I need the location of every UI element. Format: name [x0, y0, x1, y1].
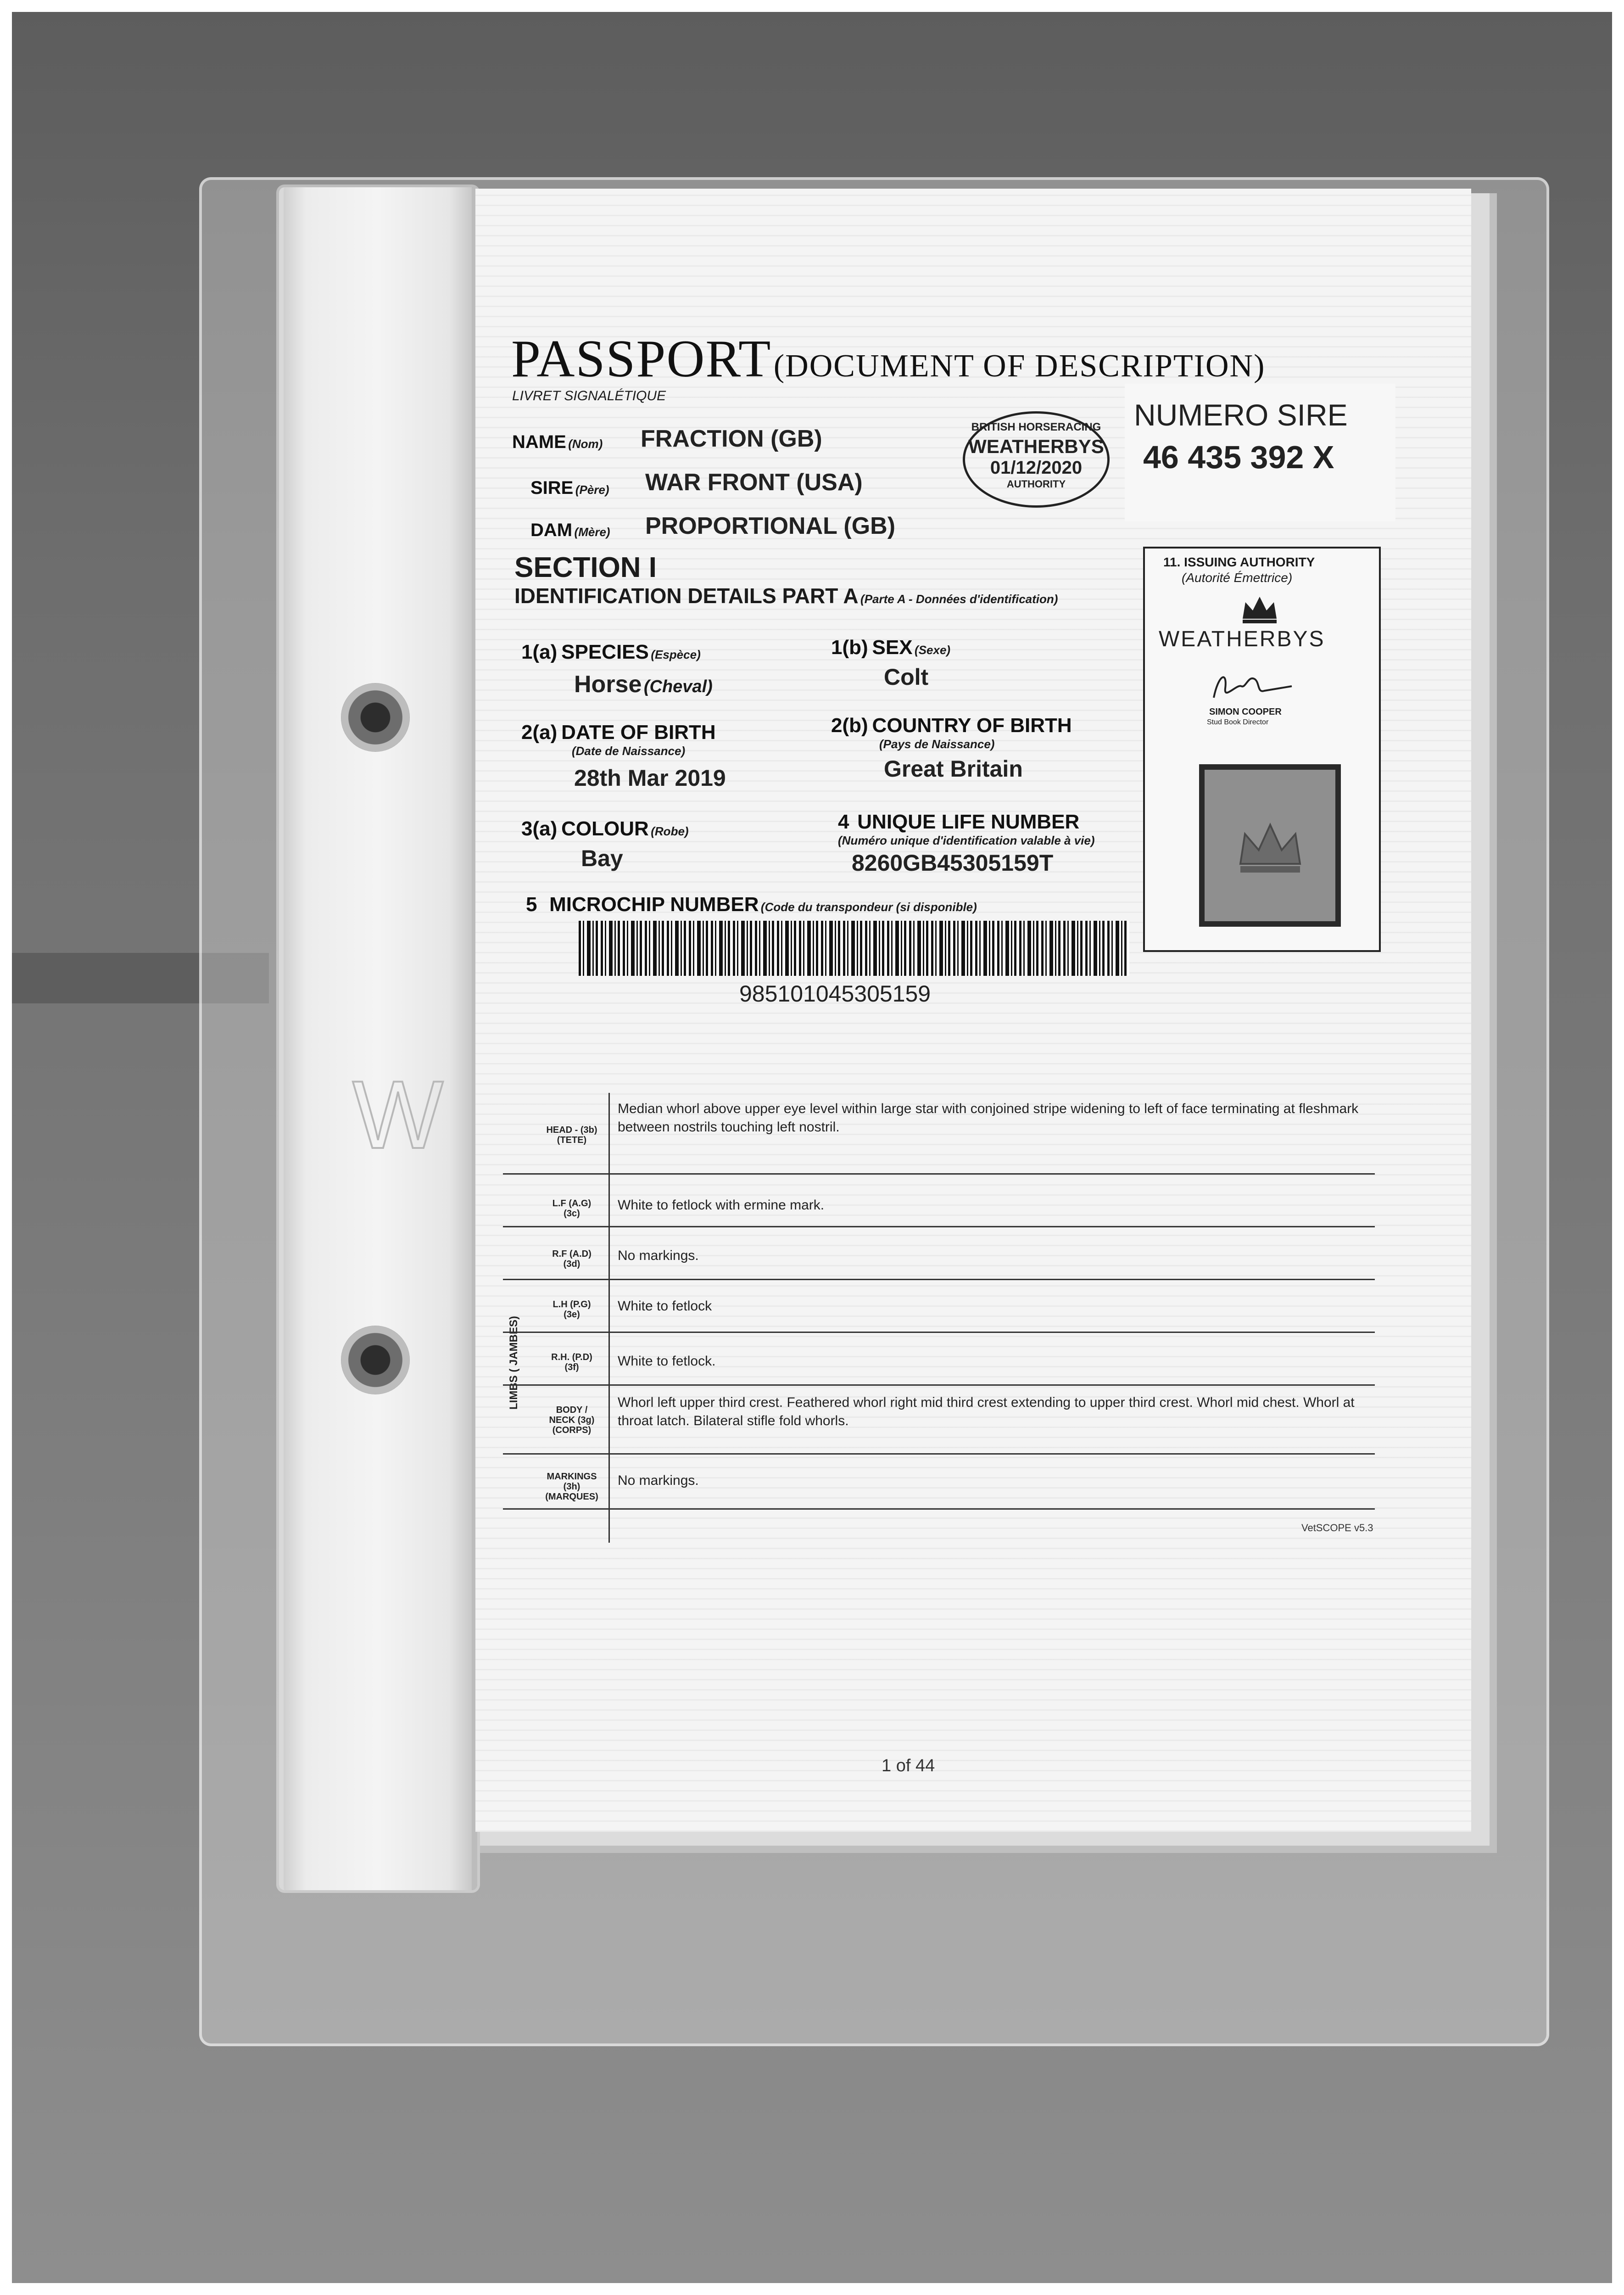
hologram-seal — [1199, 764, 1341, 927]
sex-value: Colt — [884, 664, 929, 690]
issuing-authority-box — [1143, 547, 1381, 952]
markings-row-text: No markings. — [618, 1248, 699, 1263]
markings-row-text: No markings. — [618, 1473, 699, 1488]
uln-label-fr: (Numéro unique d'identification valable à vie) — [838, 834, 1095, 847]
chip-label: MICROCHIP NUMBER — [549, 893, 759, 916]
markings-row-label: L.F (A.G) (3c) — [552, 1198, 592, 1219]
numero-sire-value: 46 435 392 X — [1143, 439, 1334, 475]
cob-num: 2(b) — [831, 714, 868, 737]
markings-row-label: R.F (A.D) (3d) — [552, 1249, 592, 1269]
numero-sire-label: NUMERO SIRE — [1134, 398, 1348, 432]
colour-label-fr: (Robe) — [651, 824, 689, 838]
markings-row-text: Whorl left upper third crest. Feathered whorl right mid third crest extending to upper third crest. Whorl mid chest. Whorl at throat latch. Bilateral stifle fold whorls. — [618, 1395, 1355, 1428]
markings-row-rf — [503, 1226, 1375, 1280]
markings-row-label: L.H (P.G) (3e) — [552, 1299, 591, 1320]
seal-crown-icon — [1233, 813, 1307, 878]
signature-icon — [1205, 666, 1296, 707]
section-heading-fr: (Parte A - Données d'identification) — [860, 592, 1058, 606]
species-label: SPECIES — [561, 641, 649, 663]
sex-field-label — [831, 636, 950, 659]
sire-value: WAR FRONT (USA) — [645, 469, 863, 496]
species-label-fr: (Espèce) — [651, 648, 701, 661]
name-label-fr: (Nom) — [568, 437, 603, 451]
dob-label-fr: (Date de Naissance) — [572, 744, 686, 758]
rivet-top — [341, 683, 410, 752]
markings-row-head — [503, 1093, 1375, 1175]
name-label: NAME — [512, 432, 566, 452]
title-block — [511, 329, 1265, 389]
uln-value: 8260GB45305159T — [852, 850, 1054, 876]
sire-label: SIRE — [530, 478, 574, 498]
species-value-row — [574, 671, 713, 698]
stamp-name: WEATHERBYS — [968, 436, 1104, 457]
page-title: PASSPORT — [511, 330, 772, 388]
dob-value: 28th Mar 2019 — [574, 765, 726, 791]
species-value: Horse — [574, 671, 642, 698]
dob-label: DATE OF BIRTH — [561, 721, 716, 744]
sire-row — [530, 478, 609, 498]
page-number: 1 of 44 — [882, 1756, 935, 1775]
spine-mark: W — [352, 1061, 439, 1169]
uln-field-label — [838, 811, 1079, 834]
chip-label-fr: (Code du transpondeur (si disponible) — [760, 900, 977, 914]
markings-row-body — [503, 1384, 1375, 1455]
markings-row-label: R.H. (P.D) (3f) — [551, 1352, 592, 1372]
colour-value: Bay — [581, 845, 623, 871]
limbs-label: LIMBS ( JAMBES) — [508, 1316, 520, 1410]
version-label: VetSCOPE v5.3 — [1301, 1522, 1373, 1534]
species-num: 1(a) — [521, 641, 558, 663]
signatory-name: SIMON COOPER — [1209, 707, 1282, 717]
sire-label-fr: (Père) — [575, 483, 609, 497]
weatherbys-stamp — [963, 411, 1110, 508]
markings-row-text: Median whorl above upper eye level within large star with conjoined stripe widening to left of face terminating at fleshmark between nostrils touching left nostril. — [618, 1101, 1359, 1135]
markings-row-text: White to fetlock with ermine mark. — [618, 1198, 825, 1213]
colour-label: COLOUR — [561, 817, 649, 840]
signatory-title: Stud Book Director — [1207, 718, 1269, 726]
markings-row-lh — [503, 1279, 1375, 1333]
sex-label-fr: (Sexe) — [915, 643, 951, 657]
stamp-date: 01/12/2020 — [990, 458, 1083, 478]
page-subtitle: LIVRET SIGNALÉTIQUE — [512, 388, 666, 403]
markings-row-marks — [503, 1453, 1375, 1510]
name-value: FRACTION (GB) — [641, 425, 822, 452]
section-heading: IDENTIFICATION DETAILS PART A — [514, 584, 859, 608]
dam-label-fr: (Mère) — [574, 525, 610, 539]
markings-row-text: White to fetlock — [618, 1299, 712, 1314]
cob-label: COUNTRY OF BIRTH — [872, 714, 1072, 737]
dob-num: 2(a) — [521, 721, 558, 744]
markings-row-label: HEAD - (3b) (TETE) — [546, 1125, 597, 1145]
issuing-org: WEATHERBYS — [1159, 627, 1325, 651]
markings-row-lf — [503, 1173, 1375, 1227]
binder-spine — [279, 187, 477, 1890]
markings-row-label: MARKINGS (3h) (MARQUES) — [545, 1472, 598, 1502]
crown-icon — [1239, 592, 1280, 624]
sex-label: SEX — [872, 636, 913, 659]
markings-row-label: BODY / NECK (3g) (CORPS) — [549, 1405, 595, 1435]
cob-value: Great Britain — [884, 756, 1023, 782]
markings-row-rh — [503, 1332, 1375, 1386]
dam-row — [530, 520, 610, 541]
issuing-label-fr: (Autorité Émettrice) — [1182, 571, 1293, 585]
markings-row-text: White to fetlock. — [618, 1354, 716, 1369]
numero-sire-box — [1125, 384, 1395, 521]
colour-field-label — [521, 817, 689, 840]
chip-value: 985101045305159 — [739, 981, 931, 1007]
issuing-label: 11. ISSUING AUTHORITY — [1163, 555, 1315, 569]
uln-label: UNIQUE LIFE NUMBER — [857, 811, 1080, 833]
colour-num: 3(a) — [521, 817, 558, 840]
dob-field-label — [521, 721, 716, 744]
chip-field-label — [526, 893, 977, 916]
species-value-fr: (Cheval) — [643, 677, 713, 696]
passport-page — [475, 189, 1471, 1832]
scanned-photo-background — [12, 12, 1612, 2283]
rivet-bottom — [341, 1326, 410, 1394]
name-row — [512, 432, 603, 453]
section-title: SECTION I — [514, 552, 657, 583]
uln-num: 4 — [838, 811, 849, 833]
sex-num: 1(b) — [831, 636, 868, 659]
stamp-top-text: BRITISH HORSERACING — [971, 421, 1101, 433]
cob-field-label — [831, 714, 1072, 737]
dam-label: DAM — [530, 520, 573, 540]
stamp-bottom-text: AUTHORITY — [1006, 478, 1066, 490]
cob-label-fr: (Pays de Naissance) — [879, 737, 995, 751]
microchip-barcode — [579, 921, 1129, 976]
chip-num: 5 — [526, 893, 537, 916]
dam-value: PROPORTIONAL (GB) — [645, 513, 896, 539]
markings-table — [503, 1093, 1375, 1543]
page-title-sub: (DOCUMENT OF DESCRIPTION) — [773, 348, 1266, 384]
species-field-label — [521, 641, 701, 664]
section-heading-row — [514, 583, 1058, 608]
